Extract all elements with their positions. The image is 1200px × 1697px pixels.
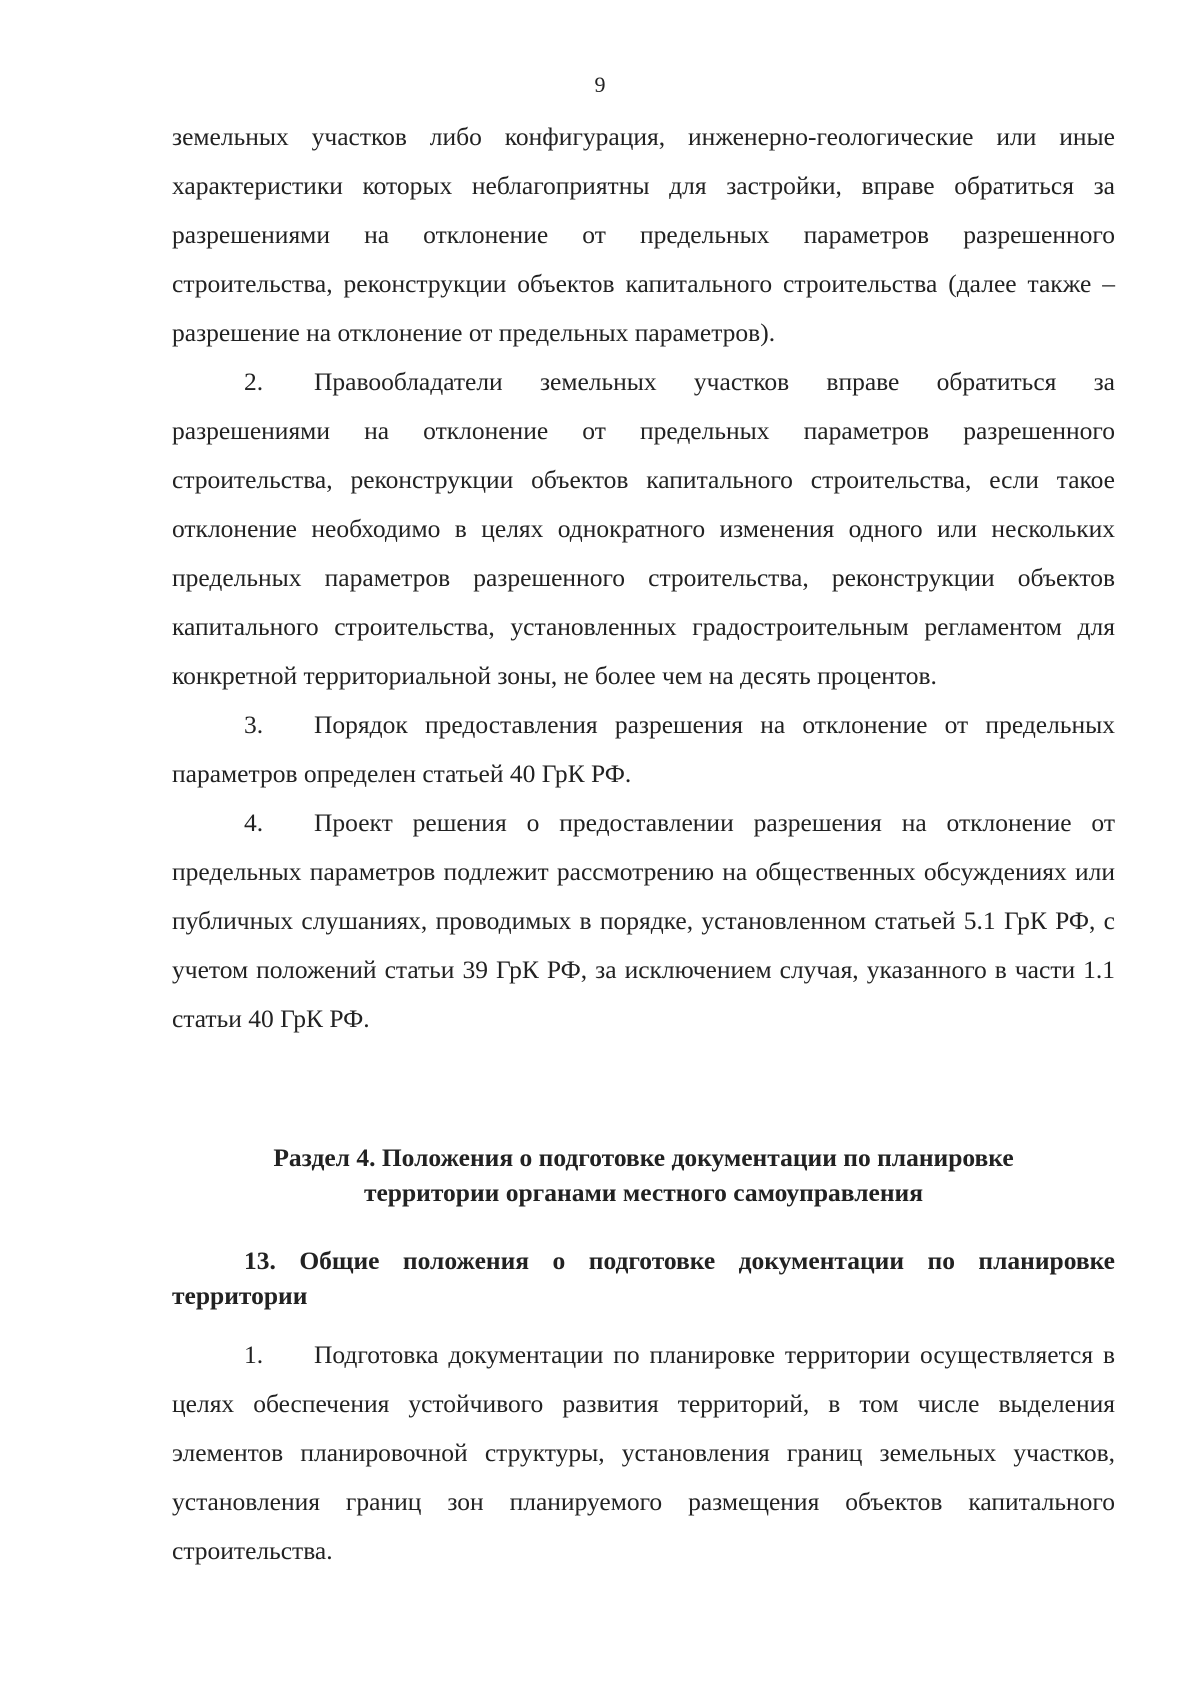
paragraphs-top <box>172 112 1115 1043</box>
paragraph-text: Порядок предоставления разрешения на отклонение от предельных параметров определен статьей 40 ГрК РФ. <box>172 710 1115 788</box>
paragraph-text: Проект решения о предоставлении разрешения на отклонение от предельных параметров подлежит рассмотрению на общественных обсуждениях или публичных слушаниях, проводимых в порядке, установленном статьей 5.1 ГрК РФ, с учетом положений статьи 39 ГрК РФ, за исключением случая, указанного в части 1.1 статьи 40 ГрК РФ. <box>172 808 1115 1033</box>
paragraph-text: Подготовка документации по планировке территории осуществляется в целях обеспечения устойчивого развития территорий, в том числе выделения элементов планировочной структуры, установления границ земельных участков, установления границ зон планируемого размещения объектов капитального строительства. <box>172 1340 1115 1565</box>
paragraphs-bottom <box>172 1330 1115 1575</box>
paragraph-continuation <box>172 112 1115 357</box>
paragraph-item-3 <box>172 700 1115 798</box>
section-title-line-2: территории органами местного самоуправления <box>363 1178 924 1207</box>
paragraph-number: 3. <box>244 710 264 739</box>
paragraph-text: Правообладатели земельных участков вправе обратиться за разрешениями на отклонение от предельных параметров разрешенного строительства, реконструкции объектов капитального строительства, если такое отклонение необходимо в целях однократного изменения одного или нескольких предельных параметров разрешенного строительства, реконструкции объектов капитального строительства, установленных градостроительным регламентом для конкретной территориальной зоны, не более чем на десять процентов. <box>172 367 1115 690</box>
paragraph-item-2 <box>172 357 1115 700</box>
paragraph-text: земельных участков либо конфигурация, инженерно-геологические или иные характеристики которых неблагоприятны для застройки, вправе обратиться за разрешениями на отклонение от предельных параметров разрешенного строительства, реконструкции объектов капитального строительства (далее также – разрешение на отклонение от предельных параметров). <box>172 122 1115 347</box>
paragraph-item-4 <box>172 798 1115 1043</box>
paragraph-number: 2. <box>244 367 264 396</box>
paragraph-number: 1. <box>244 1340 264 1369</box>
section-title-line-1: Раздел 4. Положения о подготовке документации по планировке <box>273 1143 1014 1172</box>
paragraph-number: 4. <box>244 808 264 837</box>
paragraph-item-1 <box>172 1330 1115 1575</box>
section-title <box>172 1140 1115 1210</box>
subsection-title: 13. Общие положения о подготовке документации по планировке территории <box>172 1246 1115 1310</box>
page-number: 9 <box>594 72 606 97</box>
